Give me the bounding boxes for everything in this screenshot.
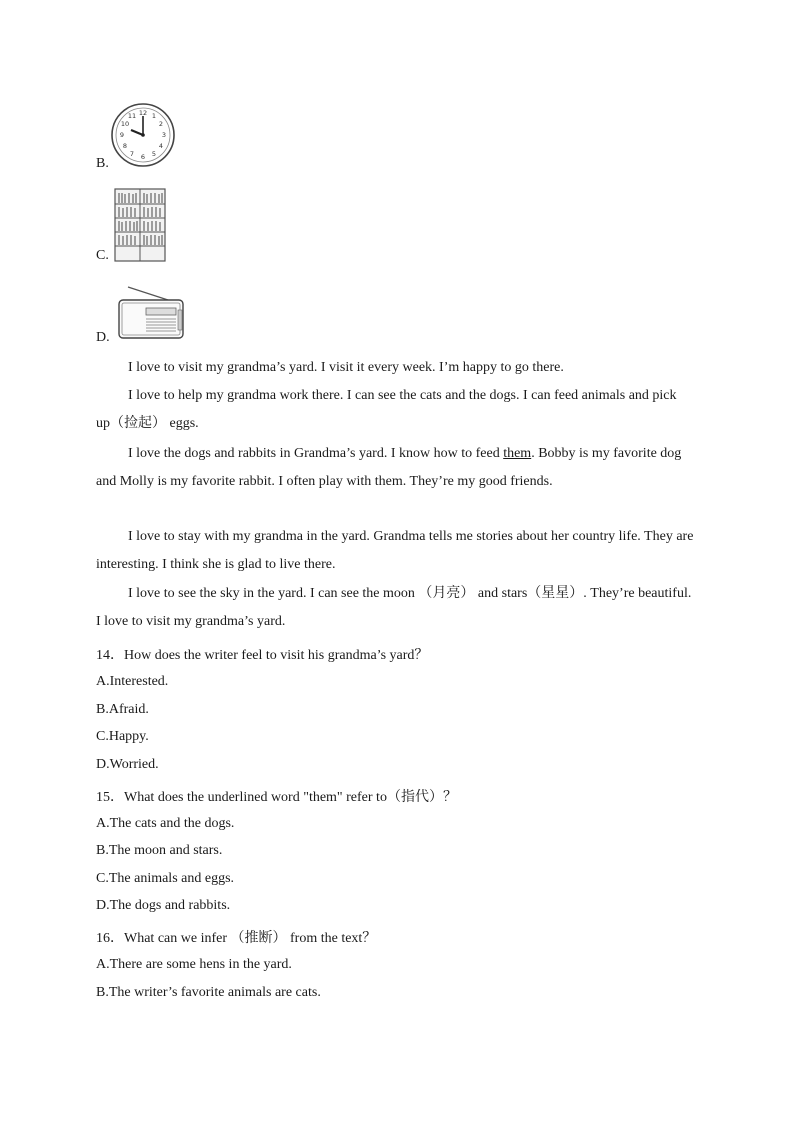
svg-text:10: 10: [120, 120, 130, 128]
svg-text:3: 3: [161, 131, 167, 139]
answer-option[interactable]: A.Interested.: [96, 674, 169, 689]
svg-text:11: 11: [127, 112, 137, 120]
answer-option[interactable]: C.The animals and eggs.: [96, 871, 235, 886]
radio-icon: [116, 284, 188, 342]
svg-text:7: 7: [129, 150, 135, 158]
svg-text:5: 5: [151, 150, 157, 158]
passage-paragraph-4: I love to stay with my grandma in the yard. Grandma tells me stories about her country life. They are interesting. I think she is glad to live there.: [96, 529, 694, 572]
svg-text:2: 2: [158, 120, 164, 128]
answer-option[interactable]: B.The writer’s favorite animals are cats.: [96, 985, 321, 1000]
option-d-image-choice[interactable]: [96, 284, 216, 348]
answer-option[interactable]: B.The moon and stars.: [96, 843, 223, 858]
question-16-stem: 16．What can we infer （推断） from the text？: [96, 931, 377, 946]
answer-option[interactable]: D.The dogs and rabbits.: [96, 898, 231, 913]
question-14-stem: 14．How does the writer feel to visit his grandma’s yard？: [96, 648, 429, 663]
option-label: B.: [96, 156, 109, 171]
passage-paragraph-2: I love to help my grandma work there. I can see the cats and the dogs. I can feed animals and pick up（捡起） eggs.: [96, 388, 677, 431]
passage-text: . Bobby is my favorite dog and Molly is my favorite rabbit. I often play with them. They’re my good friends.: [96, 446, 682, 489]
option-c-image-choice[interactable]: [96, 186, 216, 266]
answer-option[interactable]: C.Happy.: [96, 729, 149, 744]
passage-paragraph-1: I love to visit my grandma’s yard. I visit it every week. I’m happy to go there.: [128, 360, 564, 375]
option-b-image-choice[interactable]: [96, 100, 216, 172]
passage-text: I love the dogs and rabbits in Grandma’s yard. I know how to feed: [128, 446, 504, 461]
svg-text:6: 6: [140, 153, 146, 161]
answer-option[interactable]: D.Worried.: [96, 757, 159, 772]
passage-paragraph-3: [96, 440, 694, 496]
option-label: C.: [96, 248, 109, 263]
answer-option[interactable]: A.The cats and the dogs.: [96, 816, 235, 831]
underlined-word: them: [503, 446, 532, 461]
svg-text:9: 9: [119, 131, 125, 139]
bookshelf-icon: [114, 188, 166, 262]
svg-text:1: 1: [151, 112, 157, 120]
svg-text:8: 8: [122, 142, 128, 150]
passage-paragraph-5: I love to see the sky in the yard. I can see the moon （月亮） and stars（星星）. They’re beautiful. I love to visit my grandma’s yard.: [96, 586, 692, 629]
answer-option[interactable]: B.Afraid.: [96, 702, 149, 717]
clock-icon: [110, 102, 176, 168]
svg-text:12: 12: [138, 109, 148, 117]
svg-text:4: 4: [158, 142, 164, 150]
answer-option[interactable]: A.There are some hens in the yard.: [96, 957, 292, 972]
question-15-stem: 15．What does the underlined word "them" refer to（指代）？: [96, 790, 457, 805]
option-label: D.: [96, 330, 110, 345]
